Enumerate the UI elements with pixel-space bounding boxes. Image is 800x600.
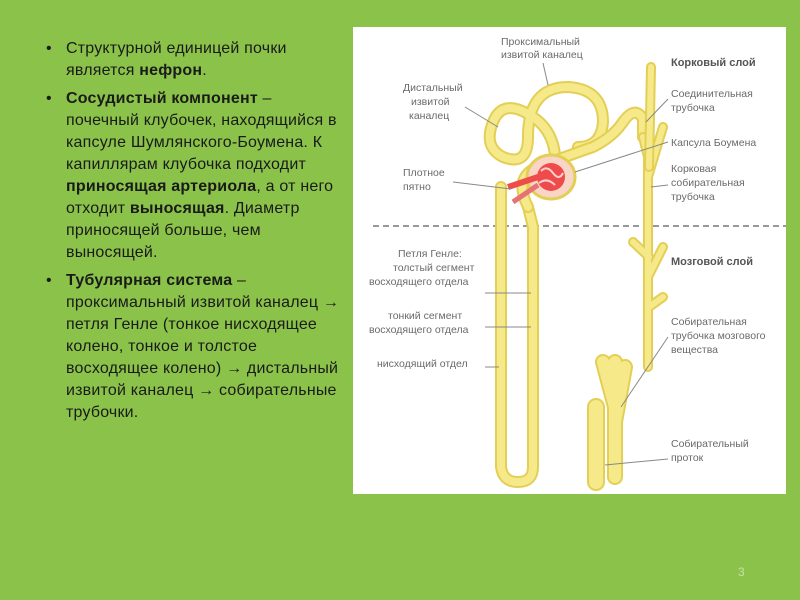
- label-cortical-1: Корковая: [671, 163, 717, 175]
- label-distal-3: каналец: [409, 110, 450, 122]
- label-descending: нисходящий отдел: [377, 358, 468, 370]
- bullet-list: [44, 38, 344, 430]
- bullet-text: – почечный клубочек, находящийся в капсуле Шумлянского-Боумена. К капиллярам клубочка подходит: [66, 90, 337, 173]
- label-macula-2: пятно: [403, 181, 431, 193]
- label-henle-3: восходящего отдела: [369, 276, 469, 288]
- bullet-item: [44, 88, 344, 264]
- bullet-text: Структурной единицей почки является: [66, 40, 287, 79]
- bullet-text: , а от него отходит: [66, 178, 334, 217]
- slide-number: 3: [738, 565, 745, 579]
- bullet-bold-text: Сосудистый компонент: [66, 90, 258, 107]
- label-medulla: Мозговой слой: [671, 256, 753, 268]
- label-bowman: Капсула Боумена: [671, 137, 757, 149]
- label-duct-2: проток: [671, 452, 704, 464]
- label-medullary-1: Собирательная: [671, 316, 747, 328]
- bullet-text: – проксимальный извитой каналец → петля Генле (тонкое нисходящее колено, тонкое и толстое восходящее колено) → дистальный извитой каналец → собирательные трубочки.: [66, 272, 340, 421]
- nephron-diagram: [353, 27, 786, 494]
- label-medullary-2: трубочка мозгового: [671, 330, 766, 342]
- bullet-item: [44, 38, 344, 82]
- label-proximal-2: извитой каналец: [501, 49, 583, 61]
- bullet-bold-text: Тубулярная система: [66, 272, 233, 289]
- label-proximal-1: Проксимальный: [501, 36, 580, 48]
- label-duct-1: Собирательный: [671, 438, 749, 450]
- leader-proximal: [543, 63, 548, 85]
- label-distal-1: Дистальный: [403, 82, 463, 94]
- label-thin-1: тонкий сегмент: [388, 310, 463, 322]
- label-cortical-3: трубочка: [671, 191, 715, 203]
- bullet-text: . Диаметр приносящей больше, чем выносящей.: [66, 200, 300, 261]
- label-macula-1: Плотное: [403, 167, 445, 179]
- label-cortical-2: собирательная: [671, 177, 745, 189]
- label-medullary-3: вещества: [671, 344, 719, 356]
- bullet-bold-text: выносящая: [129, 200, 225, 217]
- tubule-shapes: [490, 67, 663, 482]
- leader-lines: [453, 63, 668, 465]
- label-cortex: Корковый слой: [671, 57, 756, 69]
- bullet-item: [44, 270, 344, 424]
- label-connecting-1: Соединительная: [671, 88, 753, 100]
- label-henle-1: Петля Генле:: [398, 248, 462, 260]
- henle-loop-edge: [501, 187, 533, 482]
- leader-cortical: [651, 185, 668, 187]
- bullet-bold-text: нефрон: [139, 62, 203, 79]
- bullet-bold-text: приносящая артериола: [66, 178, 257, 195]
- label-thin-2: восходящего отдела: [369, 324, 469, 336]
- bullet-text: .: [202, 62, 207, 79]
- label-distal-2: извитой: [411, 96, 450, 108]
- nephron-illustration: [353, 27, 786, 494]
- label-connecting-2: трубочка: [671, 102, 715, 114]
- label-henle-2: толстый сегмент: [393, 262, 475, 274]
